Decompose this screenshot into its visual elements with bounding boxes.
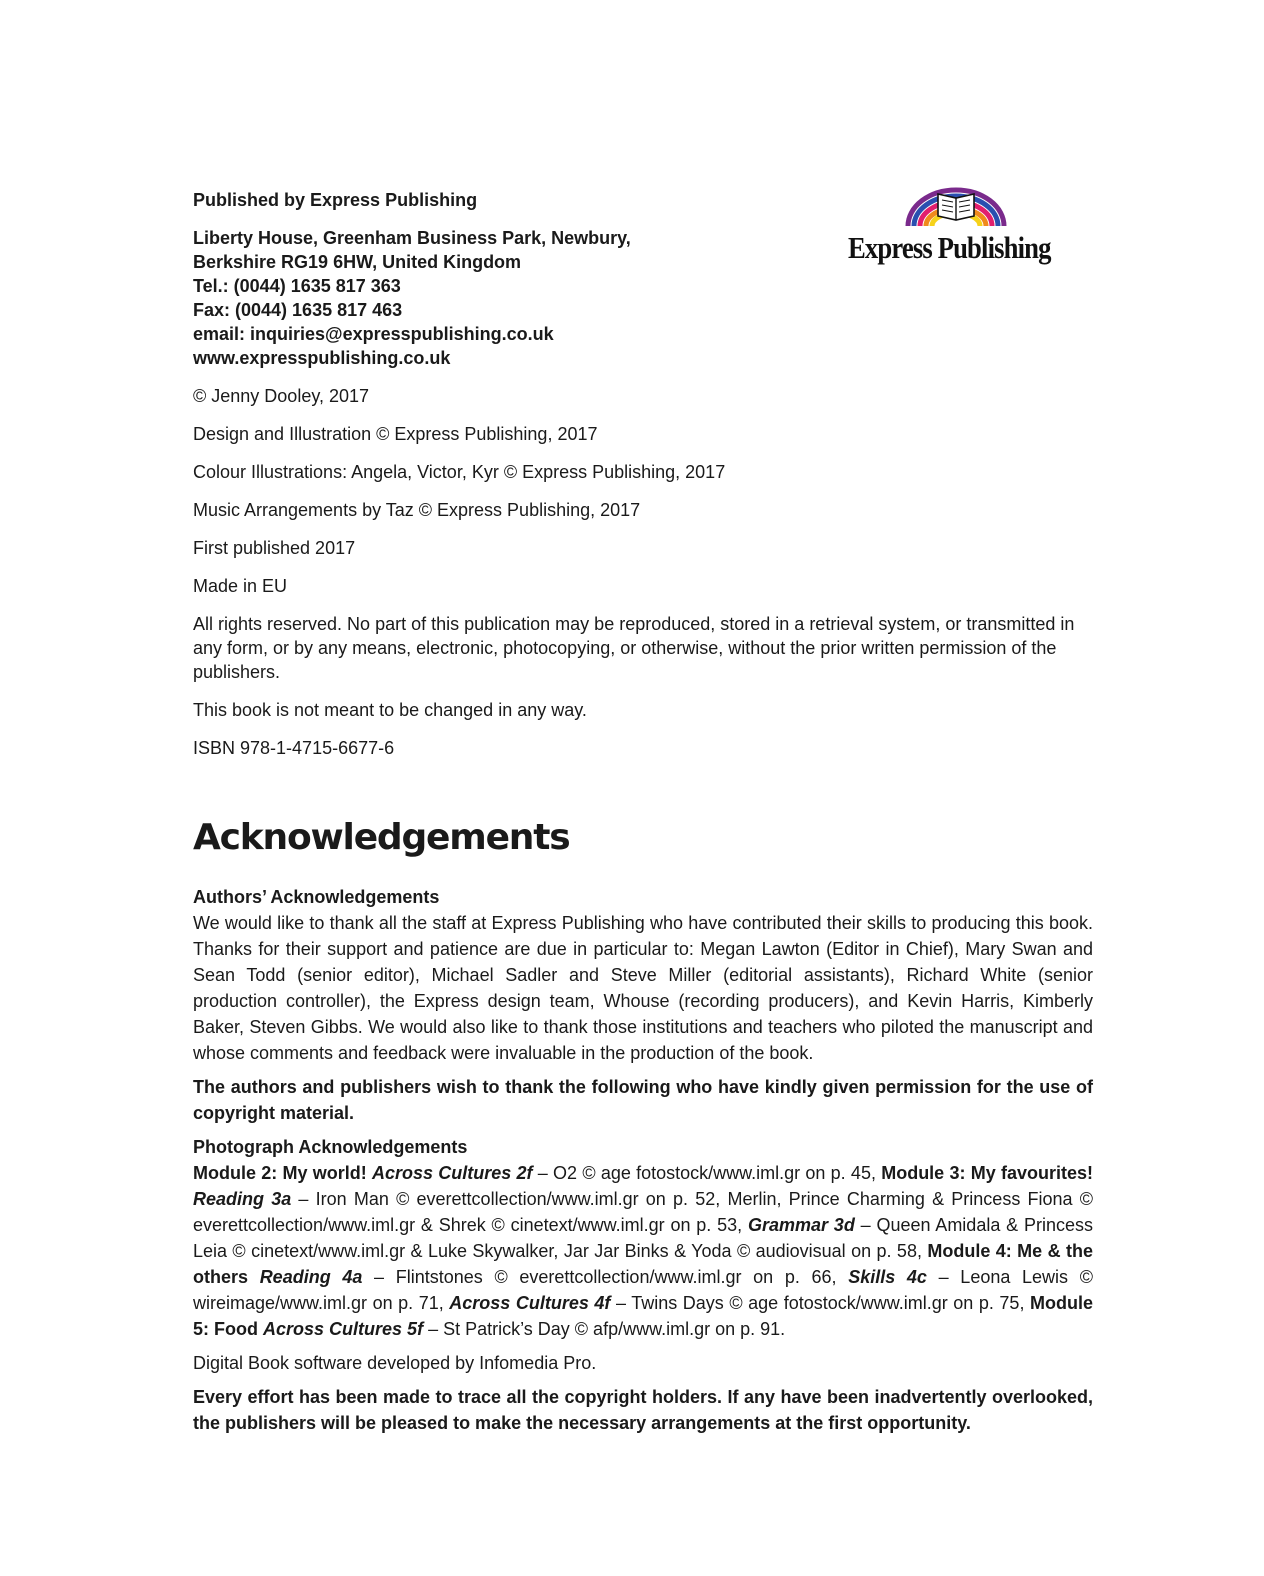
module-4-label: Module 4: Me & the others <box>193 1241 1093 1287</box>
address-line-2: Berkshire RG19 6HW, United Kingdom <box>193 252 522 272</box>
photograph-acknowledgements-heading: Photograph Acknowledgements <box>193 1137 468 1157</box>
permission-statement: The authors and publishers wish to thank the following who have kindly given permission for the use of copyright material. <box>193 1077 1093 1123</box>
address-line-1: Liberty House, Greenham Business Park, Newbury, <box>193 228 631 248</box>
acknowledgements-title: Acknowledgements <box>193 817 570 858</box>
email: email: inquiries@expresspublishing.co.uk <box>193 324 554 344</box>
design-copyright: Design and Illustration © Express Publishing, 2017 <box>193 424 598 444</box>
module-5-section: Across Cultures 5f <box>263 1319 424 1339</box>
module-3-label: Module 3: My favourites! <box>881 1163 1093 1183</box>
module-4-credits-3: – Twins Days © age fotostock/www.iml.gr on p. 75, <box>610 1293 1030 1313</box>
made-in: Made in EU <box>193 576 288 596</box>
published-by: Published by Express Publishing <box>193 190 478 210</box>
copyright-page <box>193 188 1093 1444</box>
module-4-section-3: Across Cultures 4f <box>449 1293 611 1313</box>
publisher-address <box>193 226 1093 370</box>
authors-acknowledgements-heading: Authors’ Acknowledgements <box>193 887 440 907</box>
isbn: ISBN 978-1-4715-6677-6 <box>193 738 395 758</box>
authors-acknowledgements-text: We would like to thank all the staff at Express Publishing who have contributed their skills to producing this book. Thanks for their support and patience are due in particular to: Megan Lawton (Editor in Chief), Mary Swan and Sean Todd (senior editor), Michael Sadler and Steve Miller (editorial assistants), Richard White (senior production controller), the Express design team, Whouse (recording producers), and Kevin Harris, Kimberly Baker, Steven Gibbs. We would also like to thank those institutions and teachers who piloted the manuscript and whose comments and feedback were invaluable in the production of the book. <box>193 913 1093 1063</box>
rights-reserved: All rights reserved. No part of this publication may be reproduced, stored in a retrieval system, or transmitted in any form, or by any means, electronic, photocopying, or otherwise, without the prior written permission of the publishers. <box>193 614 1075 682</box>
module-4-credits-2: – Leona Lewis © wireimage/www.iml.gr on p. 71, <box>193 1267 1093 1313</box>
module-3-section-2: Grammar 3d <box>747 1215 855 1235</box>
module-5-label: Module 5: Food <box>193 1293 1093 1339</box>
website: www.expresspublishing.co.uk <box>193 348 451 368</box>
first-published: First published 2017 <box>193 538 356 558</box>
fax: Fax: (0044) 1635 817 463 <box>193 300 403 320</box>
digital-book-credit: Digital Book software developed by Infomedia Pro. <box>193 1353 597 1373</box>
module-4-section-1: Reading 4a <box>259 1267 363 1287</box>
copyright-holders-notice: Every effort has been made to trace all the copyright holders. If any have been inadvertently overlooked, the publishers will be pleased to make the necessary arrangements at the first opportunity. <box>193 1387 1093 1433</box>
photograph-acknowledgements-text <box>193 1160 1093 1342</box>
module-3-credits-2: – Queen Amidala & Princess Leia © cinetext/www.iml.gr & Luke Skywalker, Jar Jar Binks & Yoda © audiovisual on p. 58, <box>193 1215 1093 1261</box>
module-2-label: Module 2: My world! <box>193 1163 367 1183</box>
module-3-credits-1: – Iron Man © everettcollection/www.iml.gr on p. 52, Merlin, Prince Charming & Princess Fiona © everettcollection/www.iml.gr & Shrek © cinetext/www.iml.gr on p. 53, <box>193 1189 1094 1235</box>
module-2-credits: – O2 © age fotostock/www.iml.gr on p. 45, <box>532 1163 882 1183</box>
module-3-section-1: Reading 3a <box>193 1189 292 1209</box>
module-4-credits-1: – Flintstones © everettcollection/www.iml.gr on p. 66, <box>362 1267 849 1287</box>
no-change-notice: This book is not meant to be changed in any way. <box>193 700 587 720</box>
illustrations-copyright: Colour Illustrations: Angela, Victor, Kyr © Express Publishing, 2017 <box>193 462 726 482</box>
module-2-section: Across Cultures 2f <box>372 1163 533 1183</box>
music-copyright: Music Arrangements by Taz © Express Publishing, 2017 <box>193 500 641 520</box>
module-5-credits: – St Patrick’s Day © afp/www.iml.gr on p. 91. <box>423 1319 786 1339</box>
telephone: Tel.: (0044) 1635 817 363 <box>193 276 401 296</box>
logo-wordmark: Express Publishing <box>848 230 1051 265</box>
module-4-section-2: Skills 4c <box>848 1267 927 1287</box>
author-copyright: © Jenny Dooley, 2017 <box>193 386 370 406</box>
